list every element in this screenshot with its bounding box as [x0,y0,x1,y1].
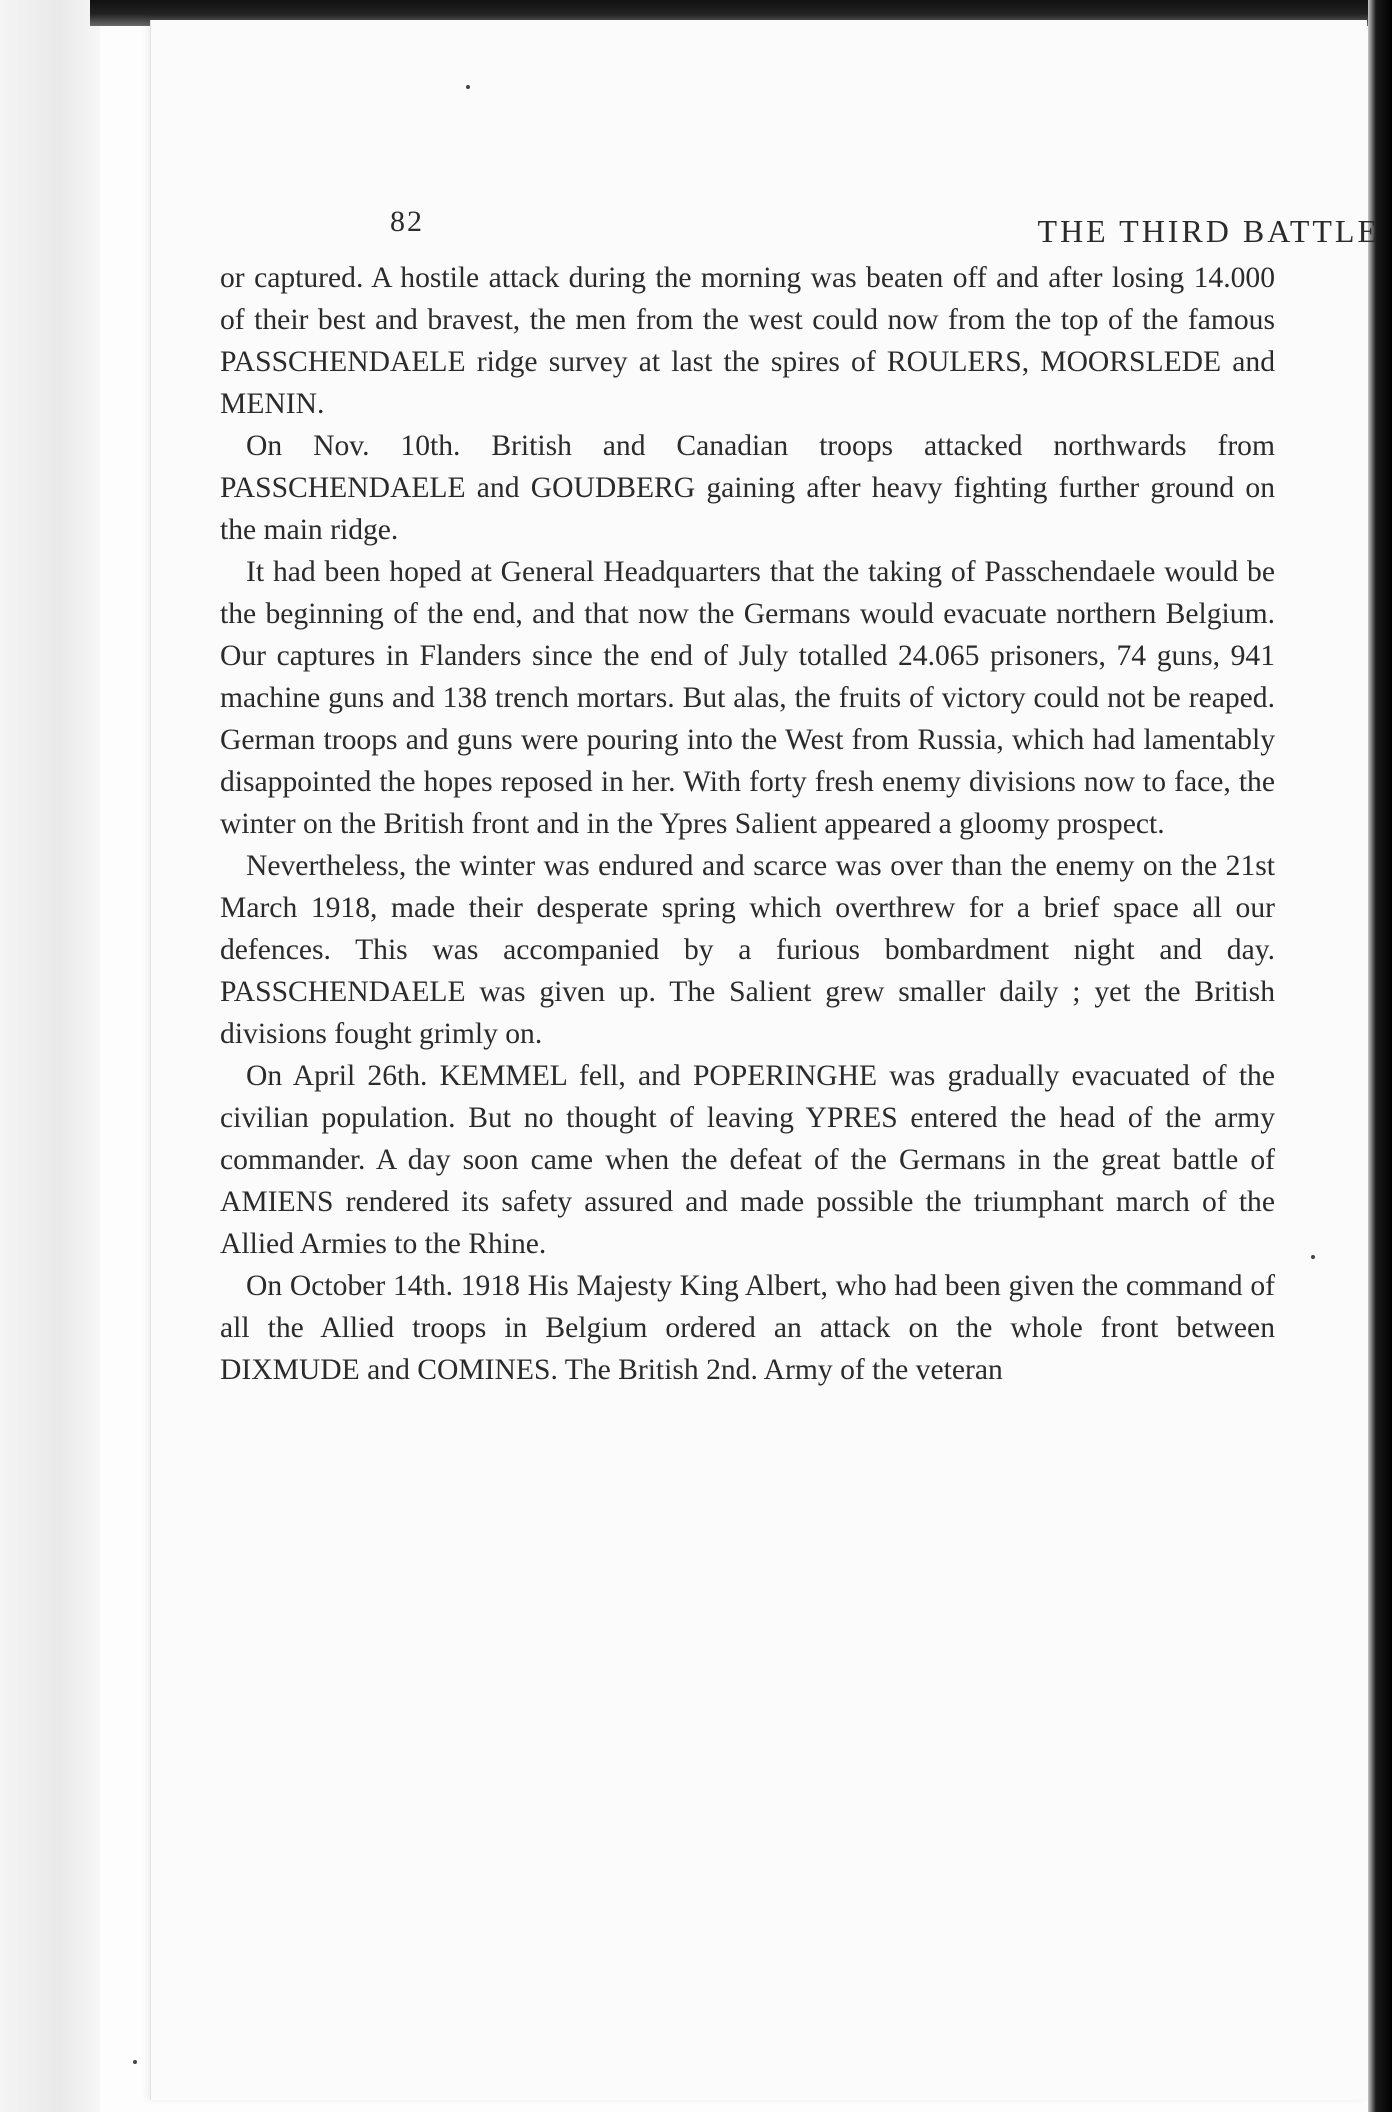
scan-speck [133,2060,137,2064]
paragraph-2: On Nov. 10th. British and Canadian troops attacked northwards from PASSCHENDAELE and GOUDBERG gaining after heavy fighting further ground on the main ridge. [220,430,1275,546]
paragraph-1: or captured. A hostile attack during the morning was beaten off and after losing 14.000 of their best and bravest, the men from the west could now from the top of the famous PASSCHENDAELE ridge survey at last the spires of ROULERS, MOORSLEDE and MENIN. [220,262,1275,420]
paragraph-4: Nevertheless, the winter was endured and scarce was over than the enemy on the 21st March 1918, made their desperate spring which overthrew for a brief space all our defences. This was accompanied by a furious bombardment night and day. PASSCHENDAELE was given up. The Salient grew smaller daily ; yet the British divisions fought grimly on. [220,850,1275,1050]
paragraph-3: It had been hoped at General Headquarters that the taking of Passchendaele would be the beginning of the end, and that now the Germans would evacuate northern Belgium. Our captures in Flanders since the end of July totalled 24.065 prisoners, 74 guns, 941 machine guns and 138 trench mortars. But alas, the fruits of victory could not be reaped. German troops and guns were pouring into the West from Russia, which had lamentably disappointed the hopes reposed in her. With forty fresh enemy divisions now to face, the winter on the British front and in the Ypres Salient appeared a gloomy prospect. [220,556,1275,840]
right-scan-border [1368,0,1392,2112]
paragraph-5: On April 26th. KEMMEL fell, and POPERINGHE was gradually evacuated of the civilian population. But no thought of leaving YPRES entered the head of the army commander. A day soon came when the defeat of the Germans in the great battle of AMIENS rendered its safety assured and made possible the triumphant march of the Allied Armies to the Rhine. [220,1060,1275,1260]
scan-speck [1311,1255,1315,1259]
scan-speck [466,85,470,89]
left-book-edge [0,0,100,2112]
page-number: 82 [390,205,424,238]
page-content [220,205,1380,1391]
paragraph-6: On October 14th. 1918 His Majesty King Albert, who had been given the command of all the Allied troops in Belgium ordered an attack on the whole front between DIXMUDE and COMINES. The British 2nd. Army of the veteran [220,1270,1275,1386]
running-head-title: THE THIRD BATTLE [1037,213,1380,249]
running-head [220,205,1380,257]
